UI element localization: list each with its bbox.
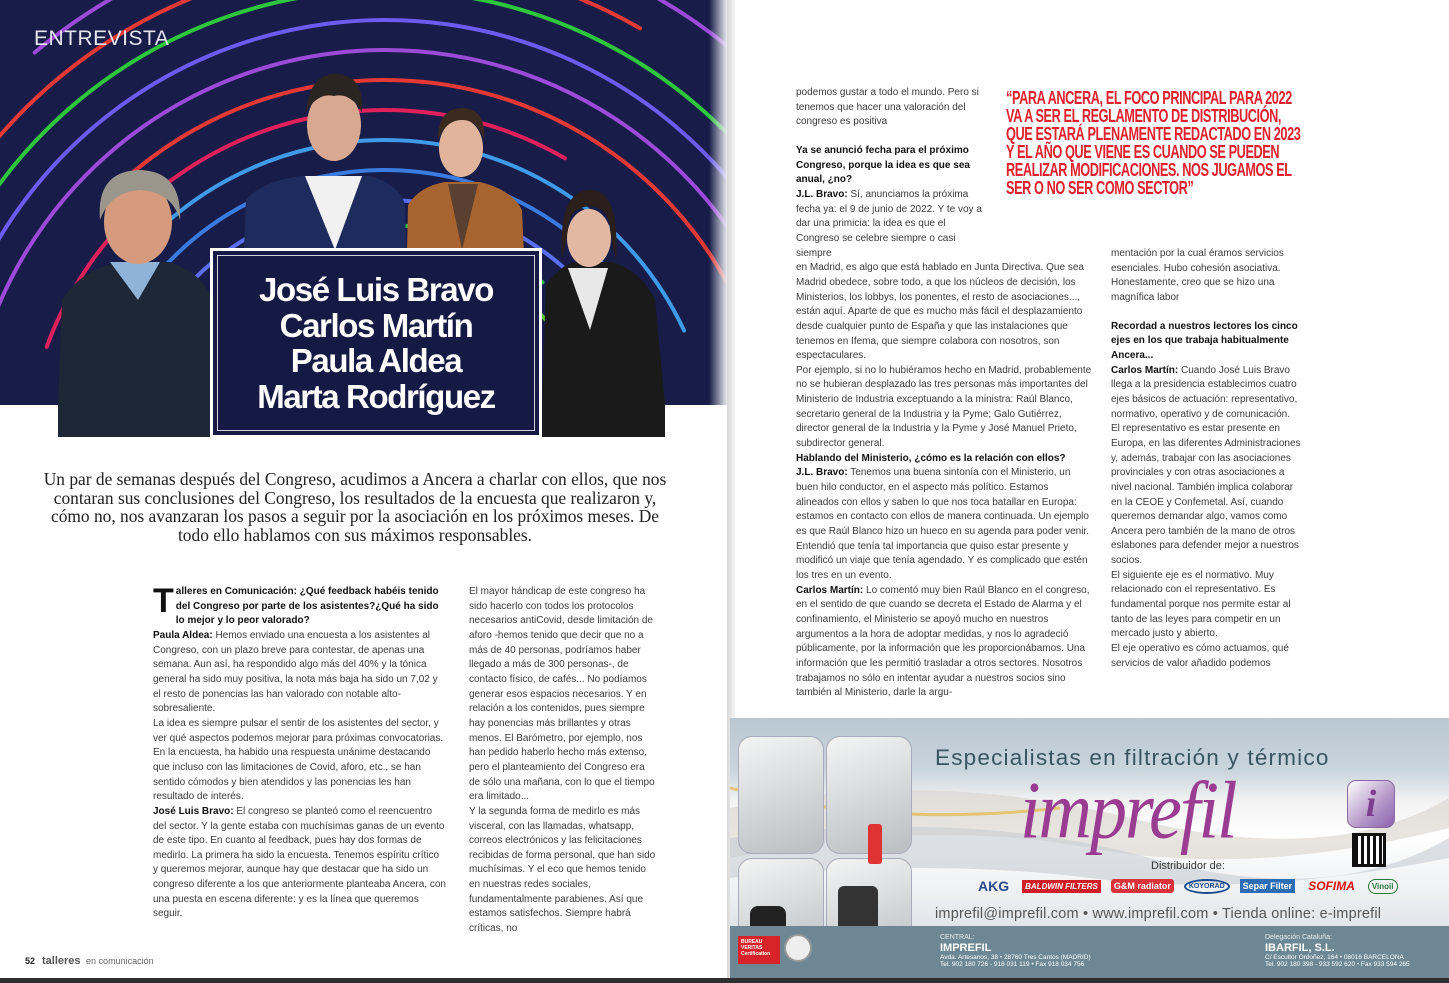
office-name: IBARFIL, S.L.: [1265, 941, 1335, 954]
paragraph-text: La idea es siempre pulsar el sentir de los asistentes del sector, y ver qué aspectos podemos mejorar para próximas convocatorias. En la encuesta, ha habido una respuesta unánime destacando que incluso con las limitaciones de Covid, aforo, etc., se han sentido cómodos y bien atendidos y las ponencias les han resultado de interés.: [153, 717, 444, 803]
interviewee-name: José Luis Bravo: [259, 271, 493, 308]
delegation-office: [1265, 934, 1410, 969]
paragraph-text: Lo comentó muy bien Raúl Blanco en el congreso, en el sentido de que cuando se decreta el Estado de Alarma y el confinamiento, el Ministerio se apoyó mucho en nuestros argumentos a la hora de adoptar medidas, y nos lo agradeció públicamente, por la información que les proporcionábamos. Una información que les permitió trasladar a otros sectores. Nosotros trabajamos no sólo en intentar ayudar a nuestros socios sino también al Ministerio, darle la argu-: [796, 584, 1090, 699]
office-name: IMPREFIL: [940, 941, 992, 954]
ad-contact-line[interactable]: imprefil@imprefil.com • www.imprefil.com • Tienda online: e-imprefil: [935, 906, 1382, 922]
brand-logo: KOYORAD: [1184, 879, 1230, 894]
ad-headline: Especialistas en filtración y térmico: [935, 745, 1330, 770]
ad-address-band: [730, 926, 1449, 978]
qr-code-icon[interactable]: [1352, 833, 1386, 867]
office-phone: Tel. 902 180 398 - 933 592 620 • Fax 933 594 265: [1265, 961, 1410, 968]
question-text: Hablando del Ministerio, ¿cómo es la relación con ellos?: [796, 452, 1066, 464]
article-paragraph: [469, 585, 657, 805]
paragraph-text: El eje operativo es cómo actuamos, qué servicios de valor añadido podemos: [1111, 643, 1289, 669]
section-label: ENTREVISTA: [34, 27, 170, 50]
article-paragraph: [796, 584, 1093, 701]
question-text: alleres en Comunicación: ¿Qué feedback habéis tenido del Congreso por parte de los asistentes?¿Qué ha sido lo mejor y lo peor valorado?: [175, 586, 439, 627]
imprefil-advertisement[interactable]: [730, 718, 1449, 978]
article-paragraph: [153, 805, 446, 922]
office-address: C/ Escultor Ordoñez, 164 • 08016 BARCELONA: [1265, 953, 1404, 961]
brand-logo: SOFIMA: [1308, 879, 1355, 893]
article-question: [796, 144, 988, 188]
brand-logo: Separ Filter: [1240, 879, 1296, 893]
paragraph-text: Tenemos una buena sintonía con el Ministerio, un buen hilo conductor, en el aspecto más político. Estamos alineados con ellos y saben lo que nos toca batallar en Europa: estamos en contacto con ellos de manera continuada. Un ejemplo es que Raúl Blanco hizo un hueco en su agenda para poder venir. Entendió que tenía tal importancia que quiso estar presente y modificó un viaje que tenía agendado. Y es complicado que estén los tres en un evento.: [796, 467, 1089, 581]
article-paragraph: [1111, 642, 1301, 671]
certification-badge: BUREAU VERITAS Certification: [738, 936, 780, 964]
paragraph-text: El siguiente eje es el normativo. Muy relacionado con el representativo. Es fundamental porque nos permite estar al tanto de las leyes para competir en un mercado justo y abierto.: [1111, 569, 1291, 640]
office-phone: Tel. 902 180 726 - 918 031 119 • Fax 918 034 756: [940, 961, 1085, 968]
article-paragraph: [796, 188, 988, 261]
article-column-3: [796, 261, 1093, 701]
paragraph-text: El congreso se planteó como el reencuentro del sector. Y la gente estaba con muchísimas ganas de un evento de este tipo. En cuanto al feedback, pues hay dos formas de medirlo. La primera ha sido la encuesta. Tenemos espíritu crítico y queremos mejorar, aunque hay que destacar que ha sido un congreso diferente a los que anteriormente planteaba Ancera, con una puesta en escena diferente: y es la línea que queremos seguir.: [153, 805, 446, 920]
hero-fade: [709, 0, 727, 405]
office-label: Delegación Cataluña:: [1265, 934, 1332, 941]
article-paragraph: [153, 717, 446, 805]
article-question: [796, 452, 1093, 467]
magazine-name: talleres: [42, 955, 81, 967]
paragraph-text: en Madrid, es algo que está hablado en Junta Directiva. Que sea Madrid obedece, sobre todo, a que los núcleos de decisión, los Ministerios, los lobbys, los ponentes, el resto de asociaciones..., están aquí. Aparte de que es mucho más fácil el desplazamiento desde cualquier punto de España y que las instalaciones que tenemos en Ifema, que siempre colabora con nosotros, son espectaculares.: [796, 262, 1084, 362]
paragraph-text: El mayor hándicap de este congreso ha sido hacerlo con todos los protocolos necesarios antiCovid, desde limitación de aforo -hemos tenido que decir que no a más de 40 personas, podríamos haber llegado a más de 300 personas-, de contacto físico, de cafés... No podíamos generar esos espacios necesarios. Y en relación a los contenidos, pues siempre hay ponencias más brillantes y otras menos. El Barómetro, por ejemplo, nos han pedido haberlo hecho más extenso, pero el planteamiento del Congreso era de sólo una mañana, con lo que el tiempo era limitado...: [469, 586, 655, 803]
speaker-name: J.L. Bravo:: [796, 188, 848, 200]
article-column-4-b: [1111, 320, 1301, 672]
article-column-3-top-a: [796, 86, 988, 130]
speaker-name: J.L. Bravo:: [796, 467, 848, 479]
question-text: Recordad a nuestros lectores los cinco ejes en los que trabaja habitualmente Ancera...: [1111, 320, 1298, 361]
bottom-bar: [0, 978, 1449, 983]
speaker-name: José Luis Bravo:: [153, 805, 234, 817]
article-question: [153, 582, 446, 629]
article-paragraph: [796, 364, 1093, 452]
article-question: [1111, 320, 1301, 364]
imprefil-i-icon: i: [1347, 780, 1395, 828]
drop-cap: T: [153, 582, 174, 620]
brand-logos: [975, 876, 1398, 896]
left-page: [0, 0, 727, 978]
brand-logo: AKG: [978, 878, 1010, 894]
distributor-label: Distribuidor de:: [1151, 860, 1225, 872]
article-paragraph: [1111, 364, 1301, 569]
imprefil-logo: imprefil: [1020, 765, 1236, 857]
article-column-1: [153, 582, 446, 922]
office-address: Avda. Artesanos, 38 • 28760 Tres Cantos (MADRID): [940, 953, 1091, 961]
interviewee-name: Marta Rodríguez: [257, 377, 495, 415]
interviewee-name: Carlos Martín: [279, 306, 473, 344]
office-label: CENTRAL:: [940, 934, 975, 941]
paragraph-text: Hemos enviado una encuesta a los asistentes al Congreso, con un plazo breve para contestar, de apenas una semana. Aun así, ha respondido algo más del 40% y la tónica general ha sido muy positiva, la nota más baja ha sido un 7,02 y el resto de ponencias las han valorado con notable alto-sobresaliente.: [153, 629, 438, 715]
title-box: [210, 248, 542, 438]
article-paragraph: [796, 466, 1093, 583]
paragraph-text: Sí, anunciamos la próxima fecha ya: el 9 de junio de 2022. Y te voy a dar una primicia: la idea es que el Congreso se celebre siempre o casi siempre: [796, 188, 982, 259]
photo-jose-luis-bravo: [58, 170, 212, 405]
article-paragraph: [796, 86, 988, 130]
paragraph-text: Por ejemplo, si no lo hubiéramos hecho en Madrid, probablemente no se hubieran desplazado las tres personas más importantes del Ministerio de Industria exceptuando a la ministra: Raúl Blanco, secretario general de la Industria y la Pyme; Galo Gutiérrez, director general de la Industria y la Pyme y José Manuel Prieto, subdirector general.: [796, 364, 1092, 450]
article-paragraph: [1111, 569, 1301, 642]
article-column-4-a: [1111, 247, 1301, 306]
magazine-name-rest: en comunicación: [83, 956, 154, 966]
brand-logo: G&M radiator: [1111, 879, 1174, 893]
paragraph-text: Y la segunda forma de medirlo es más visceral, con las llamadas, whatsapp, correos electrónicos y las felicitaciones recibidas de forma personal, que han sido muchísimas. Y el eco que hemos tenido en nuestras redes sociales, fundamentalmente parabienes. Así que estamos satisfechos. Siempre habrá críticas, no: [469, 805, 656, 935]
interviewee-name: Paula Aldea: [290, 342, 462, 379]
pull-quote: “PARA ANCERA, EL FOCO PRINCIPAL PARA 2022 VA A SER EL REGLAMENTO DE DISTRIBUCIÓN, QUE ESTARÁ PLENAMENTE REDACTADO EN 2023 Y EL AÑO QUE VIENE ES CUANDO SE PUEDEN REALIZAR MODIFICACIONES. NOS JUGAMOS EL SER O NO SER COMO SECTOR”: [1006, 88, 1301, 199]
intro-text: Un par de semanas después del Congreso, acudimos a Ancera a charlar con ellos, que nos contaran sus conclusiones del Congreso, los resultados de la encuesta que realizaron y, cómo no, nos avanzaran los pasos a seguir por la asociación en los próximos meses. De todo ello hablamos con sus máximos responsables.: [43, 469, 667, 545]
article-column-2: [469, 585, 657, 937]
speaker-name: Paula Aldea:: [153, 629, 213, 641]
page-number: 52: [25, 956, 36, 966]
paragraph-text: mentación por la cual éramos servicios esenciales. Hubo cohesión asociativa. Honestamente, creo que se hizo una magnífica labor: [1111, 248, 1284, 303]
page-footer: [25, 955, 154, 967]
article-column-3-top-b: [796, 144, 988, 261]
paragraph-text: podemos gustar a todo el mundo. Pero si tenemos que hacer una valoración del congreso es positiva: [796, 87, 979, 128]
article-paragraph: [1111, 247, 1301, 306]
photo-marta-rodriguez: [542, 190, 665, 405]
article-paragraph: [469, 805, 657, 937]
article-paragraph: [796, 261, 1093, 364]
question-text: Ya se anunció fecha para el próximo Congreso, porque la idea es que sea anual, ¿no?: [796, 144, 970, 186]
central-office: [940, 934, 1091, 969]
speaker-name: Carlos Martín:: [796, 584, 864, 596]
brand-logo: Vinoil: [1368, 879, 1398, 894]
speaker-name: Carlos Martín:: [1111, 364, 1179, 376]
brand-logo: BALDWIN FILTERS: [1022, 880, 1101, 893]
certification-seal-icon: [784, 934, 812, 962]
article-paragraph: [153, 629, 446, 717]
article-column-4-flow: [1111, 247, 1301, 671]
paragraph-text: Cuando José Luis Bravo llega a la presidencia establecimos cuatro ejes básicos de actuación: representativo, normativo, operativo y de comunicación. El representativo es estar presente en Europa, en las diferentes Administraciones y, además, trabajar con las asociaciones provinciales y con otras asociaciones a nivel nacional. También implica colaborar en la CEOE y Confemetal. Así, cuando queremos demandar algo, vamos como Ancera pero también de la mano de otros eslabones para defender mejor a nuestros socios.: [1111, 364, 1301, 567]
